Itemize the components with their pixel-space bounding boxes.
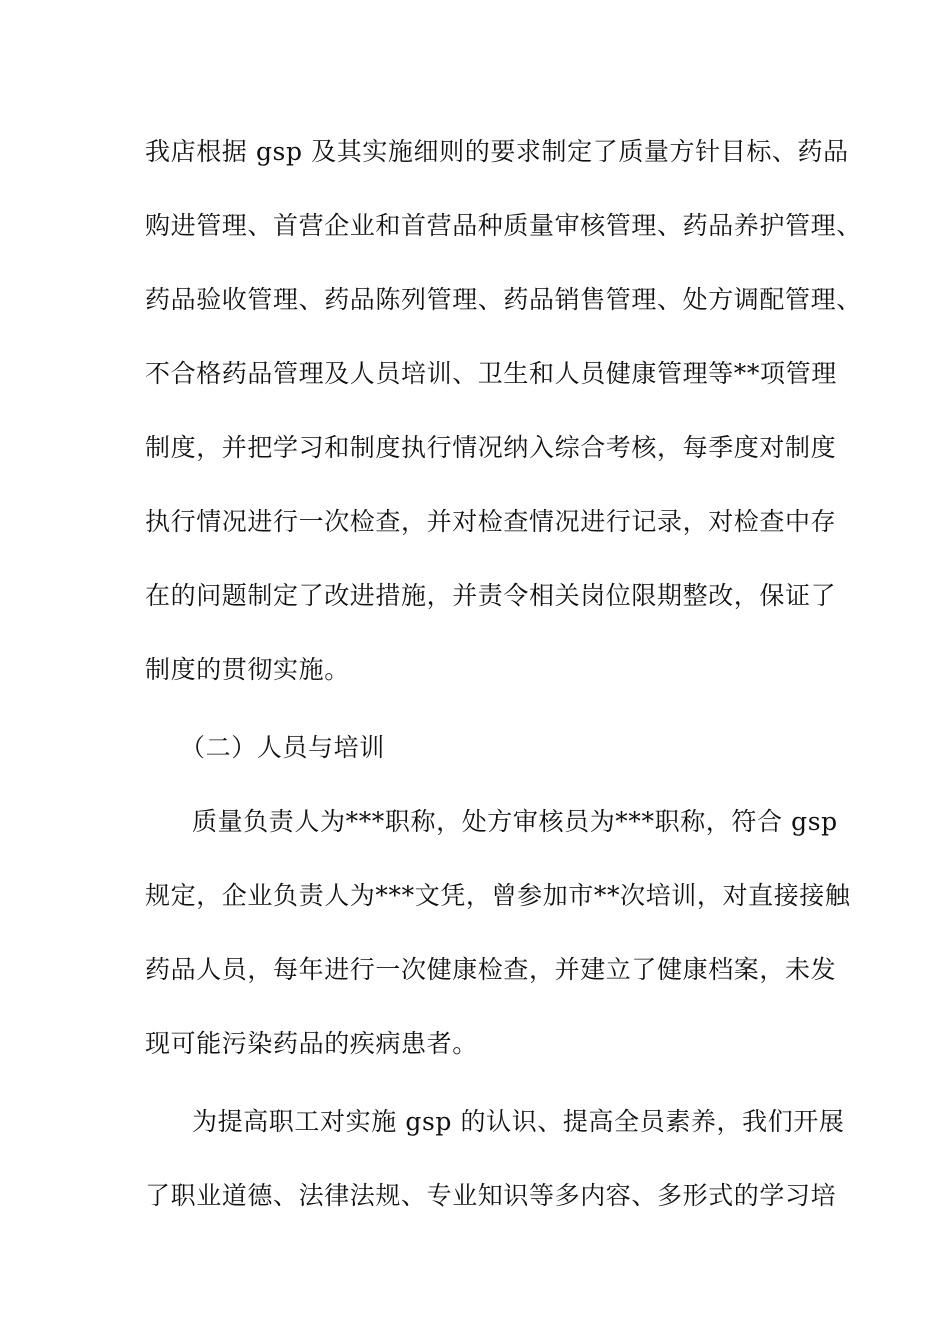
paragraph-1-line-6: 执行情况进行一次检查，并对检查情况进行记录，对检查中存	[145, 507, 837, 536]
paragraph-1-line-3: 药品验收管理、药品陈列管理、药品销售管理、处方调配管理、	[145, 285, 862, 314]
section-heading: （二）人员与培训	[180, 733, 385, 762]
paragraph-2-line-4: 现可能污染药品的疾病患者。	[145, 1029, 478, 1058]
paragraph-2-line-3: 药品人员，每年进行一次健康检查，并建立了健康档案，未发	[145, 955, 837, 984]
paragraph-1-line-5: 制度，并把学习和制度执行情况纳入综合考核，每季度对制度	[145, 433, 837, 462]
paragraph-1-line-8: 制度的贯彻实施。	[145, 655, 350, 684]
paragraph-1-line-2: 购进管理、首营企业和首营品种质量审核管理、药品养护管理、	[145, 211, 862, 240]
paragraph-2-line-1: 质量负责人为***职称，处方审核员为***职称，符合 gsp	[192, 807, 838, 836]
paragraph-1-line-7: 在的问题制定了改进措施，并责令相关岗位限期整改，保证了	[145, 581, 837, 610]
paragraph-3-line-2: 了职业道德、法律法规、专业知识等多内容、多形式的学习培	[145, 1181, 837, 1210]
paragraph-3-line-1: 为提高职工对实施 gsp 的认识、提高全员素养，我们开展	[192, 1107, 845, 1136]
paragraph-1-line-1: 我店根据 gsp 及其实施细则的要求制定了质量方针目标、药品	[145, 137, 849, 166]
paragraph-2-line-2: 规定，企业负责人为***文凭，曾参加市**次培训，对直接接触	[145, 881, 851, 910]
paragraph-1-line-4: 不合格药品管理及人员培训、卫生和人员健康管理等**项管理	[145, 359, 837, 388]
